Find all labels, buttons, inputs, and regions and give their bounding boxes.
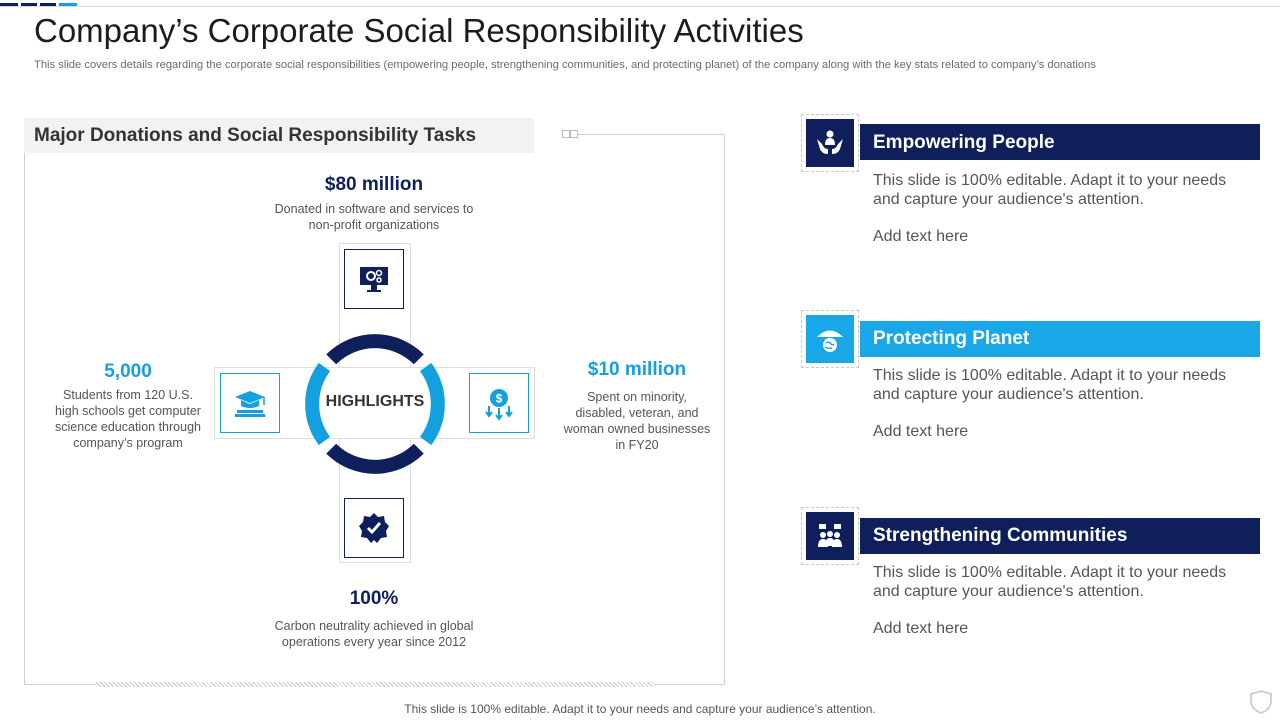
stat-100-percent-desc: Carbon neutrality achieved in global operations every year since 2012 (274, 619, 474, 649)
top-accent-bar (0, 0, 1280, 7)
slide-footer: This slide is 100% editable. Adapt it to your needs and capture your audience’s attention. (404, 702, 876, 716)
empowering-people-icon-frame (801, 114, 859, 172)
strengthening-communities-add-text: Add text here (873, 620, 969, 637)
stat-80-million: $80 million (324, 174, 424, 195)
strengthening-communities-icon-frame (801, 507, 859, 565)
stat-80-million-desc: Donated in software and services to non-profit organizations (274, 202, 474, 232)
community-group-icon (806, 512, 854, 560)
svg-text:$: $ (495, 391, 503, 406)
stat-10-million: $10 million (587, 359, 687, 380)
header-connector (534, 134, 724, 136)
protecting-planet-body: This slide is 100% editable. Adapt it to your needs and capture your audience's attention. (873, 367, 1227, 403)
strengthening-communities-title: Strengthening Communities (873, 525, 1128, 546)
stat-5000: 5,000 (104, 361, 152, 382)
graduation-cap-icon (220, 373, 280, 433)
slide-subtitle: This slide covers details regarding the corporate social responsibilities (empowering people, strengthening communities, and protecting planet) of the company along with the key stats related to company’s donations (34, 59, 1096, 71)
empowering-people-add-text: Add text here (873, 228, 969, 245)
slide-title: Company’s Corporate Social Responsibility Activities (34, 12, 804, 49)
people-hands-icon (806, 119, 854, 167)
stat-100-percent: 100% (349, 588, 399, 609)
highlights-label: HIGHLIGHTS (325, 393, 425, 410)
badge-check-icon (344, 498, 404, 558)
protecting-planet-title: Protecting Planet (873, 328, 1030, 349)
corner-shield-icon (1248, 689, 1274, 715)
stat-5000-desc: Students from 120 U.S. high schools get computer science education through company’s program (55, 388, 201, 450)
strengthening-communities-body: This slide is 100% editable. Adapt it to your needs and capture your audience's attention. (873, 564, 1227, 600)
dollar-hand-icon (469, 373, 529, 433)
panel-hatch-decoration (96, 682, 654, 687)
protecting-planet-add-text: Add text here (873, 423, 969, 440)
monitor-gears-icon (344, 249, 404, 309)
protecting-planet-icon-frame (801, 310, 859, 368)
panel-header: Major Donations and Social Responsibility Tasks (34, 125, 477, 146)
umbrella-globe-icon (806, 315, 854, 363)
empowering-people-title: Empowering People (873, 132, 1055, 153)
stat-10-million-desc: Spent on minority, disabled, veteran, and woman owned businesses in FY20 (563, 390, 711, 452)
empowering-people-body: This slide is 100% editable. Adapt it to your needs and capture your audience's attention. (873, 172, 1227, 208)
